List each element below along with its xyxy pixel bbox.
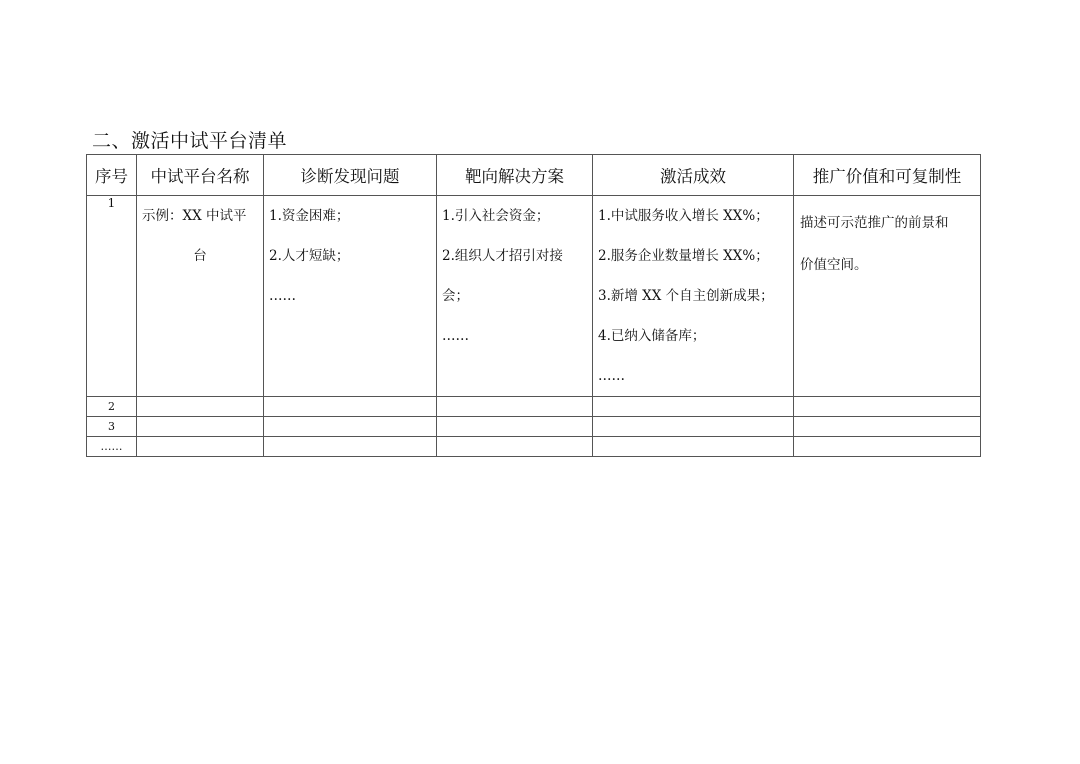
result-item: 1.中试服务收入增长 XX%； <box>598 208 769 224</box>
platform-name-line1: 示例：XX 中试平 <box>142 208 247 224</box>
solution-item: 1.引入社会资金； <box>442 208 550 224</box>
result-item: 3.新增 XX 个自主创新成果； <box>598 288 774 304</box>
empty-cell <box>137 397 264 417</box>
solution-item: …… <box>442 328 469 344</box>
table-row <box>87 196 981 397</box>
row1-solutions <box>437 196 593 397</box>
header-results: 激活成效 <box>593 155 794 196</box>
result-item: …… <box>598 368 625 384</box>
header-value: 推广价值和可复制性 <box>794 155 981 196</box>
row1-problems <box>264 196 437 397</box>
problem-item: …… <box>269 288 296 304</box>
empty-cell <box>593 417 794 437</box>
empty-cell <box>264 397 437 417</box>
section-title: 二、激活中试平台清单 <box>92 130 288 152</box>
value-line: 描述可示范推广的前景和 <box>800 215 949 231</box>
row-seq: 2 <box>87 397 137 417</box>
result-item: 2.服务企业数量增长 XX%； <box>598 248 769 264</box>
problem-item: 2.人才短缺； <box>269 248 350 264</box>
table-row <box>87 417 981 437</box>
empty-cell <box>794 397 981 417</box>
empty-cell <box>437 437 593 457</box>
empty-cell <box>137 417 264 437</box>
empty-cell <box>593 437 794 457</box>
empty-cell <box>137 437 264 457</box>
table-header-row <box>87 155 981 196</box>
empty-cell <box>264 437 437 457</box>
empty-cell <box>264 417 437 437</box>
table-row <box>87 397 981 417</box>
empty-cell <box>437 417 593 437</box>
problem-item: 1.资金困难； <box>269 208 350 224</box>
row-seq: …… <box>87 437 137 457</box>
platform-name-line2: 台 <box>193 248 207 264</box>
empty-cell <box>794 437 981 457</box>
row-seq: 3 <box>87 417 137 437</box>
empty-cell <box>794 417 981 437</box>
header-solutions: 靶向解决方案 <box>437 155 593 196</box>
header-problems: 诊断发现问题 <box>264 155 437 196</box>
row1-seq: 1 <box>87 196 137 397</box>
row1-results <box>593 196 794 397</box>
header-seq: 序号 <box>87 155 137 196</box>
solution-item: 会； <box>442 288 469 304</box>
row1-value <box>794 196 981 397</box>
empty-cell <box>437 397 593 417</box>
value-line: 价值空间。 <box>800 257 868 273</box>
row1-platform-name <box>137 196 264 397</box>
solution-item: 2.组织人才招引对接 <box>442 248 563 264</box>
empty-cell <box>593 397 794 417</box>
result-item: 4.已纳入储备库； <box>598 328 706 344</box>
table-row <box>87 437 981 457</box>
header-platform-name: 中试平台名称 <box>137 155 264 196</box>
platform-list-table <box>86 154 981 457</box>
